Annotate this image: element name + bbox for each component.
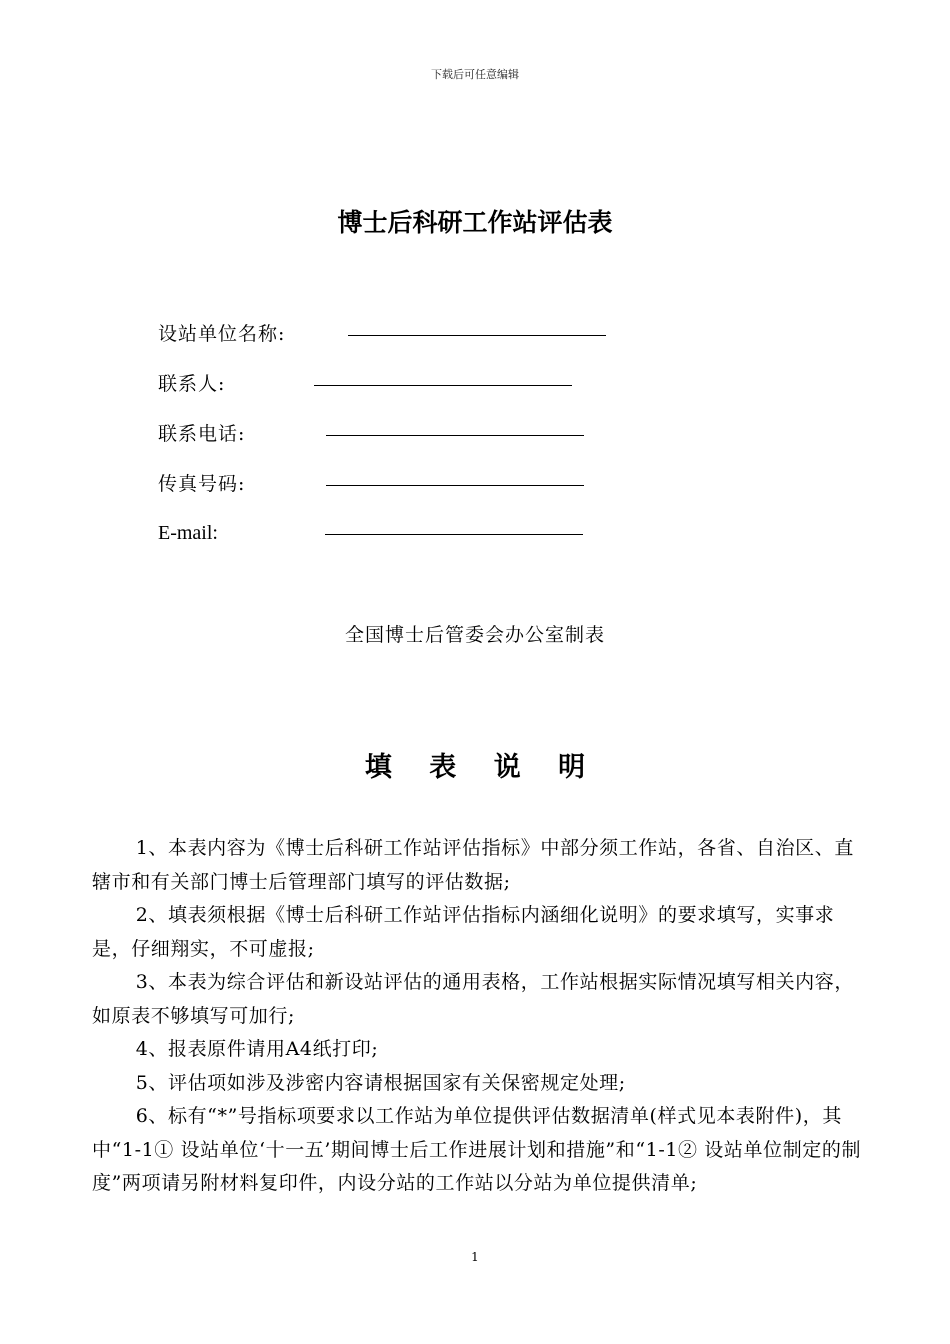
section-title-char: 说 [493, 752, 521, 783]
fill-in-line[interactable] [314, 385, 572, 386]
field-label: 联系电话: [158, 423, 246, 445]
field-label: 联系人: [158, 373, 226, 395]
issuer-line: 全国博士后管委会办公室制表 [344, 624, 605, 646]
section-title-char: 填 [364, 752, 392, 783]
instruction-item: 5、评估项如涉及涉密内容请根据国家有关保密规定处理; [135, 1071, 626, 1094]
instruction-item: 4、报表原件请用A4纸打印; [135, 1038, 379, 1060]
instruction-item: 2、填表须根据《博士后科研工作站评估指标内涵细化说明》的要求填写，实事求是，仔细翔实，不可虚报; [92, 904, 835, 960]
instruction-item: 3、本表为综合评估和新设站评估的通用表格，工作站根据实际情况填写相关内容，如原表不够填写可加行; [92, 971, 854, 1027]
instructions-list [92, 832, 870, 1201]
section-title-char: 明 [558, 752, 586, 783]
fill-in-line[interactable] [348, 335, 606, 336]
section-title-char: 表 [429, 752, 457, 783]
fill-in-line[interactable] [325, 534, 583, 535]
instruction-item: 1、本表内容为《博士后科研工作站评估指标》中部分须工作站，各省、自治区、直辖市和有关部门博士后管理部门填写的评估数据; [92, 837, 854, 893]
page-number: 1 [471, 1250, 479, 1264]
field-label: 传真号码: [158, 473, 246, 495]
header-note: 下载后可任意编辑 [431, 68, 519, 81]
document-title: 博士后科研工作站评估表 [337, 208, 613, 237]
fill-in-line[interactable] [326, 485, 584, 486]
instruction-item: 6、标有“*”号指标项要求以工作站为单位提供评估数据清单(样式见本表附件)，其中“1-1① 设站单位‘十一五’期间博士后工作进展计划和措施”和“1-1② 设站单位制定的制度”两项请另附材料复印件，内设分站的工作站以分站为单位提供清单; [92, 1105, 862, 1194]
field-label: 设站单位名称: [158, 323, 286, 345]
field-label: E-mail: [158, 522, 218, 544]
section-title [0, 745, 950, 784]
fill-in-line[interactable] [326, 435, 584, 436]
